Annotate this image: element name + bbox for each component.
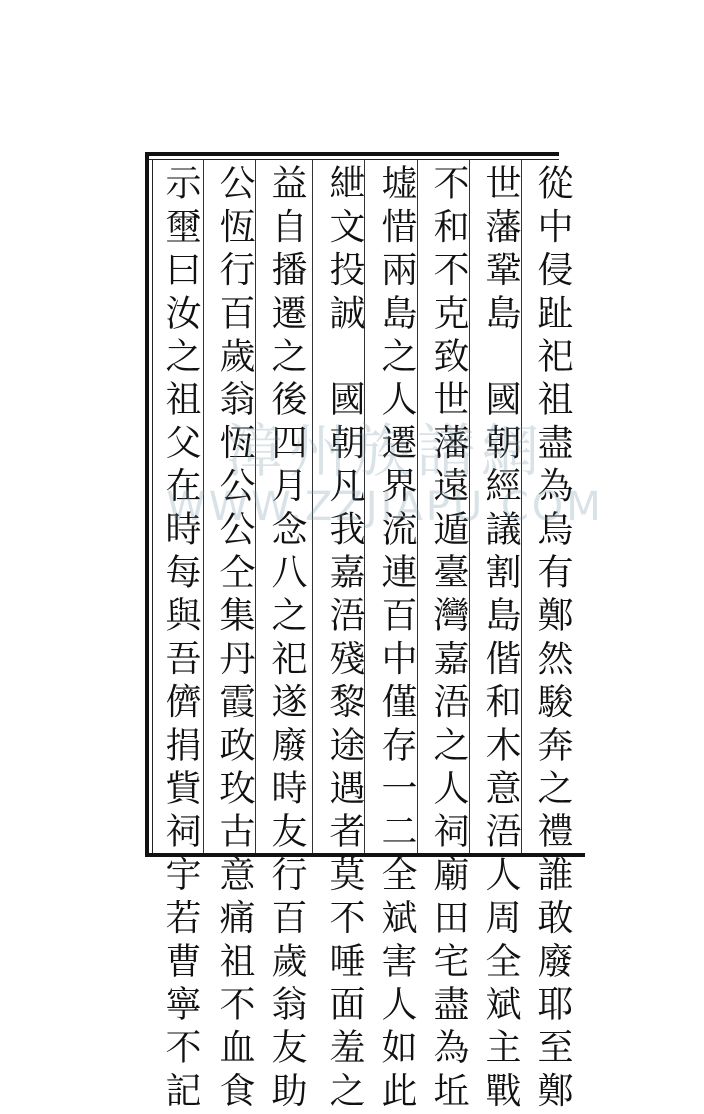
column-divider — [203, 160, 204, 853]
text-column-5: 紲文投誠 國朝凡我嘉浯殘黎途遇者莫不唾面羞之 — [324, 164, 365, 1114]
text-column-3: 不和不克致世藩遠遁臺灣嘉浯之人祠廟田宅盡為坵 — [428, 164, 469, 1114]
text-column-2: 世藩鞏島 國朝經議割島偕和木意浯人周全斌主戰 — [480, 164, 521, 1114]
watermark-title: 漳州族譜網 — [224, 417, 545, 485]
frame-top-inner-border — [145, 159, 559, 160]
text-column-1: 從中侵趾祀祖盡為烏有鄭然駿奔之禮誰敢廢耶至鄭 — [532, 164, 573, 1114]
text-column-7: 公恆行百歲翁恆公公仝集丹霞政玫古意痛祖不血食 — [214, 164, 255, 1114]
frame-left-border — [145, 152, 149, 857]
text-column-8: 示壐曰汝之祖父在時每與吾儕捐貲祠宇若曹寧不記 — [160, 164, 201, 1114]
text-column-4: 墟惜兩島之人遷界流連百中僅存一二全斌害人如此 — [376, 164, 417, 1114]
watermark-url: WWW.ZZJIAPU.COM — [166, 484, 604, 530]
frame-top-border — [145, 152, 559, 156]
column-divider — [312, 160, 313, 853]
text-column-6: 益自播遷之後四月念八之祀遂廢時友行百歲翁友助 — [266, 164, 307, 1114]
frame-left-inner-border — [152, 159, 153, 857]
